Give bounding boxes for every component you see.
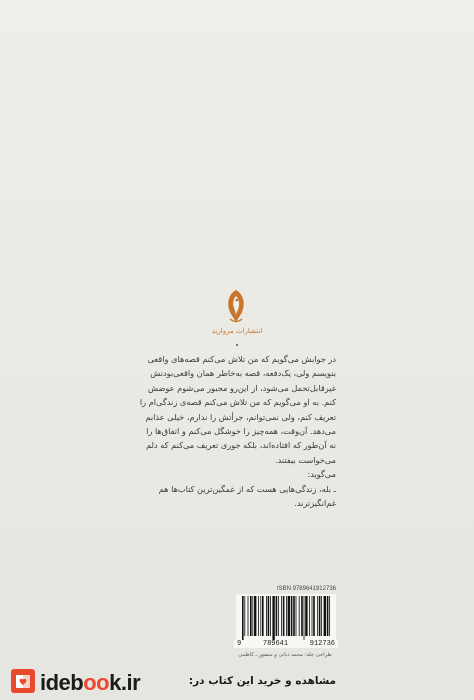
blurb-line: نه آن‌طور که افتاده‌اند، بلکه جوری تعریف می‌کنم که دلم [146, 440, 336, 451]
barcode-digits [234, 640, 338, 648]
publisher-name: انتشارات مروارید [211, 327, 263, 335]
brand-accent: oo [83, 670, 110, 695]
blurb-line: ـ بله، زندگی‌هایی هست که از غمگین‌ترین کتاب‌ها هم [158, 483, 336, 494]
watermark-tagline: مشاهده و خرید این کتاب در: [188, 675, 336, 687]
blurb-line: غیرقابل‌تحمل می‌شود، از این‌رو مجبور می‌شوم عوضش [148, 382, 336, 393]
bird-logo-icon [220, 288, 252, 326]
blurb-line: غم‌انگیزترند. [294, 498, 336, 509]
blurb-line: بنویسم ولی، یک‌دفعه، قصه به‌خاطر همان واقعی‌بودنش [150, 368, 336, 379]
blurb-line: می‌گوید: [307, 469, 336, 480]
barcode [236, 594, 336, 642]
brand-suffix: k.ir [109, 670, 141, 695]
idebook-brand [40, 670, 140, 696]
idebook-watermark[interactable] [6, 668, 336, 698]
cover-design-credits: طراحی جلد: محمد دبانی و منصور ـ کاظمی [238, 652, 332, 658]
blurb-line: در جوابش می‌گویم که من تلاش می‌کنم قصه‌های واقعی [147, 354, 336, 364]
isbn-label: ISBN 9789641912736 [276, 586, 336, 592]
separator-dot [236, 344, 238, 346]
barcode-digit-group: 9 [237, 640, 242, 648]
blurb-line: می‌خواست بیفتند. [274, 454, 336, 465]
blurb-line: تعریف کنم، ولی نمی‌توانم، جرأتش را ندارم، خیلی عذابم [145, 411, 336, 422]
back-cover-blurb [136, 352, 336, 510]
barcode-digit-group: 789641 [262, 640, 289, 648]
brand-prefix: ideb [40, 670, 84, 695]
barcode-digit-group: 912736 [309, 640, 335, 648]
book-heart-icon [10, 668, 36, 694]
blurb-line: می‌دهد. آن‌وقت، همه‌چیز را خوشگل می‌کنم و اتفاق‌ها را [146, 426, 336, 437]
blurb-line: کنم. به او می‌گویم که من تلاش می‌کنم قصه‌ی زندگی‌ام را [139, 397, 336, 408]
